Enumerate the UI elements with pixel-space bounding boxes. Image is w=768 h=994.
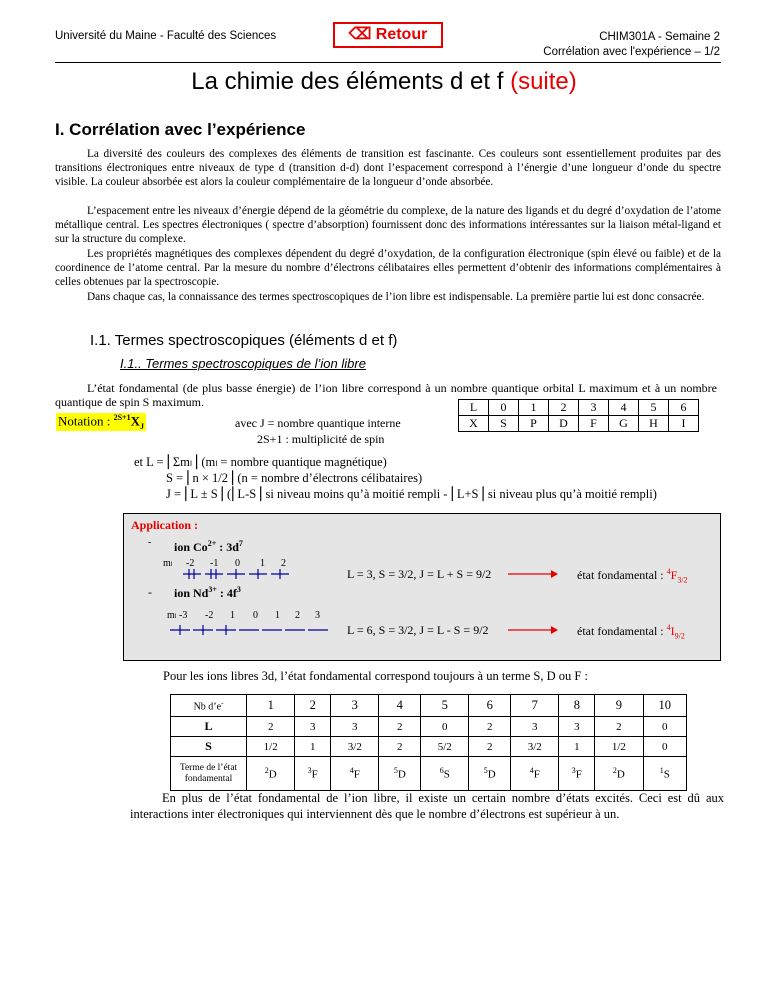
rule-L: et L = ⎢Σmₗ⎥ (mₗ = nombre quantique magnétique) [134, 455, 387, 469]
table-cell-term [643, 757, 686, 791]
rule-J: J = ⎢L ± S⎥ (⎢L-S⎥ si niveau moins qu’à moitié rempli - ⎢L+S⎥ si niveau plus qu’à moitié rempli) [166, 487, 657, 501]
nd-term-symbol: I [670, 624, 675, 638]
nd-result: L = 6, S = 3/2, J = L - S = 9/2 [347, 623, 489, 637]
section-heading: I. Corrélation avec l’expérience [55, 120, 306, 139]
table-cell-term [559, 757, 595, 791]
header-divider [55, 62, 721, 63]
co-config: : 3d [216, 540, 239, 554]
term-symbol: D [397, 768, 406, 781]
lx-cell: 1 [519, 400, 549, 416]
term-multiplicity: 4 [349, 766, 354, 776]
table-cell: 8 [559, 695, 595, 717]
lx-cell: P [519, 416, 549, 432]
co-arrow-icon [508, 569, 558, 579]
term-symbol: S [663, 768, 670, 781]
table-cell: 7 [511, 695, 559, 717]
nd-bullet: - [148, 585, 152, 599]
nd-state-label: état fondamental : [577, 624, 664, 638]
paragraph-2: L’espacement entre les niveaux d’énergie dépend de la géométrie du complexe, de la nature des ligands et du degré d’oxydation de l’atome métallique central. Les spectres électroniques ( spectre d’absorption) fournissent donc des informations intéressantes sur la liaison métal-ligand et sur la structure du complexe. [55, 205, 721, 245]
table-cell: 2 [595, 717, 643, 737]
row-header-nb: Nb d’e- [171, 695, 247, 717]
lx-cell: F [579, 416, 609, 432]
co-ml-value: -2 [186, 558, 195, 569]
term-multiplicity: 1 [659, 766, 664, 776]
table-cell: 5/2 [421, 737, 469, 757]
nd-ml-label: mₗ [167, 610, 177, 621]
table-cell: 3/2 [511, 737, 559, 757]
table-cell: 2 [295, 695, 331, 717]
table-row [171, 695, 687, 717]
nd-ml-value: 2 [295, 610, 300, 621]
lx-cell: 5 [639, 400, 669, 416]
table-cell: 3/2 [331, 737, 379, 757]
nd-ml-value: -3 [179, 610, 188, 621]
page-title-suffix: (suite) [510, 68, 577, 95]
table-cell: 0 [643, 737, 686, 757]
lx-cell: L [459, 400, 489, 416]
table-cell-term [595, 757, 643, 791]
lx-cell: X [459, 416, 489, 432]
nd-config-exp: 3 [236, 585, 241, 594]
co-term-symbol: F [670, 568, 678, 582]
header-course [543, 30, 720, 60]
table-cell: 1 [559, 737, 595, 757]
table-cell-term [379, 757, 421, 791]
table-cell: 3 [295, 717, 331, 737]
lx-cell: G [609, 416, 639, 432]
table-cell: 6 [469, 695, 511, 717]
table-cell: 3 [511, 717, 559, 737]
table-caption: Pour les ions libres 3d, l’état fondamental correspond toujours à un terme S, D ou F : [163, 669, 588, 683]
ground-state-table [170, 694, 687, 791]
table-cell-term [331, 757, 379, 791]
table-row [171, 737, 687, 757]
lx-cell: 6 [669, 400, 699, 416]
term-symbol: F [311, 768, 318, 781]
nd-config: : 4f [216, 586, 237, 600]
notation-j-desc: avec J = nombre quantique interne [235, 416, 401, 430]
co-ml-value: 2 [281, 558, 286, 569]
nd-orbital-diagram [170, 624, 332, 636]
co-heading [174, 539, 243, 555]
notation-label [56, 413, 146, 431]
table-cell: 0 [421, 717, 469, 737]
table-cell: 2 [469, 737, 511, 757]
table-row [171, 717, 687, 737]
notation-mult-desc: 2S+1 : multiplicité de spin [257, 432, 385, 446]
term-multiplicity: 3 [571, 766, 576, 776]
closing-text: En plus de l’état fondamental de l’ion libre, il existe un certain nombre d’états excités. Ceci est dû aux interactions inter électroniques qui interviennent dès que le nombre d’électrons est supérieur à un. [130, 791, 724, 821]
co-term-mult: 4 [666, 567, 671, 576]
co-charge: 2+ [207, 539, 217, 548]
notation-symbol: X [130, 413, 141, 429]
term-symbol: D [268, 768, 277, 781]
table-cell: 2 [247, 717, 295, 737]
table-cell: 3 [559, 717, 595, 737]
term-multiplicity: 5 [483, 766, 488, 776]
term-multiplicity: 6 [439, 766, 444, 776]
header-course-section: Corrélation avec l'expérience – 1/2 [543, 46, 720, 58]
lx-cell: D [549, 416, 579, 432]
table-cell-term [295, 757, 331, 791]
nd-ml-value: 1 [230, 610, 235, 621]
table-cell: 10 [643, 695, 686, 717]
table-cell: 3 [331, 717, 379, 737]
co-state [577, 567, 688, 584]
paragraph-3: Les propriétés magnétiques des complexes dépendent du degré d’oxydation, de la configuration électronique (spin élevé ou faible) et de la coordinence de l’atome central. Par la mesure du nombre d’électrons célibataires elles permettent d’obtenir des informations complémentaires à celles obtenues par la spectroscopie. [55, 248, 721, 288]
table-cell: 2 [379, 737, 421, 757]
notation-text: Notation : [58, 413, 111, 429]
table-cell-term [469, 757, 511, 791]
lx-cell: 0 [489, 400, 519, 416]
nd-label: ion Nd [174, 586, 209, 600]
row-header-S: S [171, 737, 247, 757]
subsubsection-heading: I.1.. Termes spectroscopiques de l’ion libre [120, 356, 366, 371]
nd-ml-row [167, 610, 337, 622]
lx-row-X [459, 416, 699, 432]
term-symbol: S [443, 768, 450, 781]
nd-term-mult: 4 [666, 623, 671, 632]
nd-ml-value: -2 [205, 610, 214, 621]
lx-row-L [459, 400, 699, 416]
lx-table [458, 399, 699, 432]
term-symbol: D [616, 768, 625, 781]
paragraph-1: La diversité des couleurs des complexes des éléments de transition est fascinante. Ces couleurs sont essentiellement produites par des transitions électroniques entre niveaux de type d (transition d-d) dont l’espacement correspond à l’énergie d’une longueur d’onde du spectre visible. La couleur absorbée est alors la couleur complémentaire de la longueur d’onde absorbée. [55, 148, 721, 188]
table-cell: 4 [379, 695, 421, 717]
term-multiplicity: 5 [393, 766, 398, 776]
row-header-term: Terme de l’état fondamental [171, 757, 247, 791]
retour-button[interactable]: ⌫ Retour [333, 22, 443, 48]
table-cell: 1/2 [595, 737, 643, 757]
table-row [171, 757, 687, 791]
lx-cell: 2 [549, 400, 579, 416]
co-term-j: 3/2 [677, 575, 688, 585]
page-title [0, 68, 768, 96]
lx-cell: H [639, 416, 669, 432]
lx-cell: 4 [609, 400, 639, 416]
nd-state [577, 623, 685, 640]
term-multiplicity: 4 [529, 766, 534, 776]
table-cell-term [421, 757, 469, 791]
table-cell: 3 [331, 695, 379, 717]
term-symbol: F [353, 768, 360, 781]
application-title: Application : [131, 518, 199, 532]
nd-arrow-icon [508, 625, 558, 635]
nd-ml-value: 0 [253, 610, 258, 621]
table-cell: 1/2 [247, 737, 295, 757]
co-ml-label: mₗ [163, 558, 173, 569]
table-cell: 5 [421, 695, 469, 717]
nb-label: Nb d’e [193, 701, 222, 713]
table-cell-term [247, 757, 295, 791]
nd-heading [174, 585, 241, 601]
lx-cell: I [669, 416, 699, 432]
intro-paragraph: L’état fondamental (de plus basse énergie) de l’ion libre correspond à un nombre quantique orbital L maximum et à un nombre quantique de spin S maximum. [55, 381, 717, 409]
row-header-L: L [171, 717, 247, 737]
notation-multiplicity: 2S+1 [113, 413, 131, 422]
nd-term-j: 9/2 [674, 631, 685, 641]
table-cell: 1 [247, 695, 295, 717]
header-institution: Université du Maine - Faculté des Sciences [55, 30, 277, 42]
notation-j: J [140, 421, 145, 431]
paragraph-4: Dans chaque cas, la connaissance des termes spectroscopiques de l’ion libre est indispensable. La première partie lui est donc consacrée. [87, 291, 705, 303]
co-state-label: état fondamental : [577, 568, 664, 582]
term-symbol: D [487, 768, 496, 781]
term-symbol: F [533, 768, 540, 781]
co-result: L = 3, S = 3/2, J = L + S = 9/2 [347, 567, 492, 581]
table-cell: 2 [469, 717, 511, 737]
co-ml-value: -1 [210, 558, 219, 569]
co-ml-value: 1 [260, 558, 265, 569]
lx-cell: 3 [579, 400, 609, 416]
co-bullet: - [148, 537, 152, 548]
table-cell: 2 [379, 717, 421, 737]
term-multiplicity: 2 [612, 766, 617, 776]
page-title-main: La chimie des éléments d et f [191, 68, 504, 95]
co-orbital-diagram [183, 568, 293, 580]
table-cell: 1 [295, 737, 331, 757]
header-course-code: CHIM301A - Semaine 2 [599, 31, 720, 43]
table-cell-term [511, 757, 559, 791]
table-cell: 9 [595, 695, 643, 717]
term-multiplicity: 3 [307, 766, 312, 776]
co-config-exp: 7 [238, 539, 243, 548]
term-symbol: F [575, 768, 582, 781]
closing-paragraph [130, 790, 724, 822]
table-cell: 0 [643, 717, 686, 737]
nd-charge: 3+ [208, 585, 217, 594]
rule-S: S = ⎢n × 1/2⎥ (n = nombre d’électrons célibataires) [166, 471, 423, 485]
lx-cell: S [489, 416, 519, 432]
co-ml-value: 0 [235, 558, 240, 569]
nd-ml-value: 3 [315, 610, 320, 621]
co-label: ion Co [174, 540, 208, 554]
subsection-heading: I.1. Termes spectroscopiques (éléments d et f) [90, 332, 398, 349]
nd-ml-value: 1 [275, 610, 280, 621]
term-multiplicity: 2 [264, 766, 269, 776]
